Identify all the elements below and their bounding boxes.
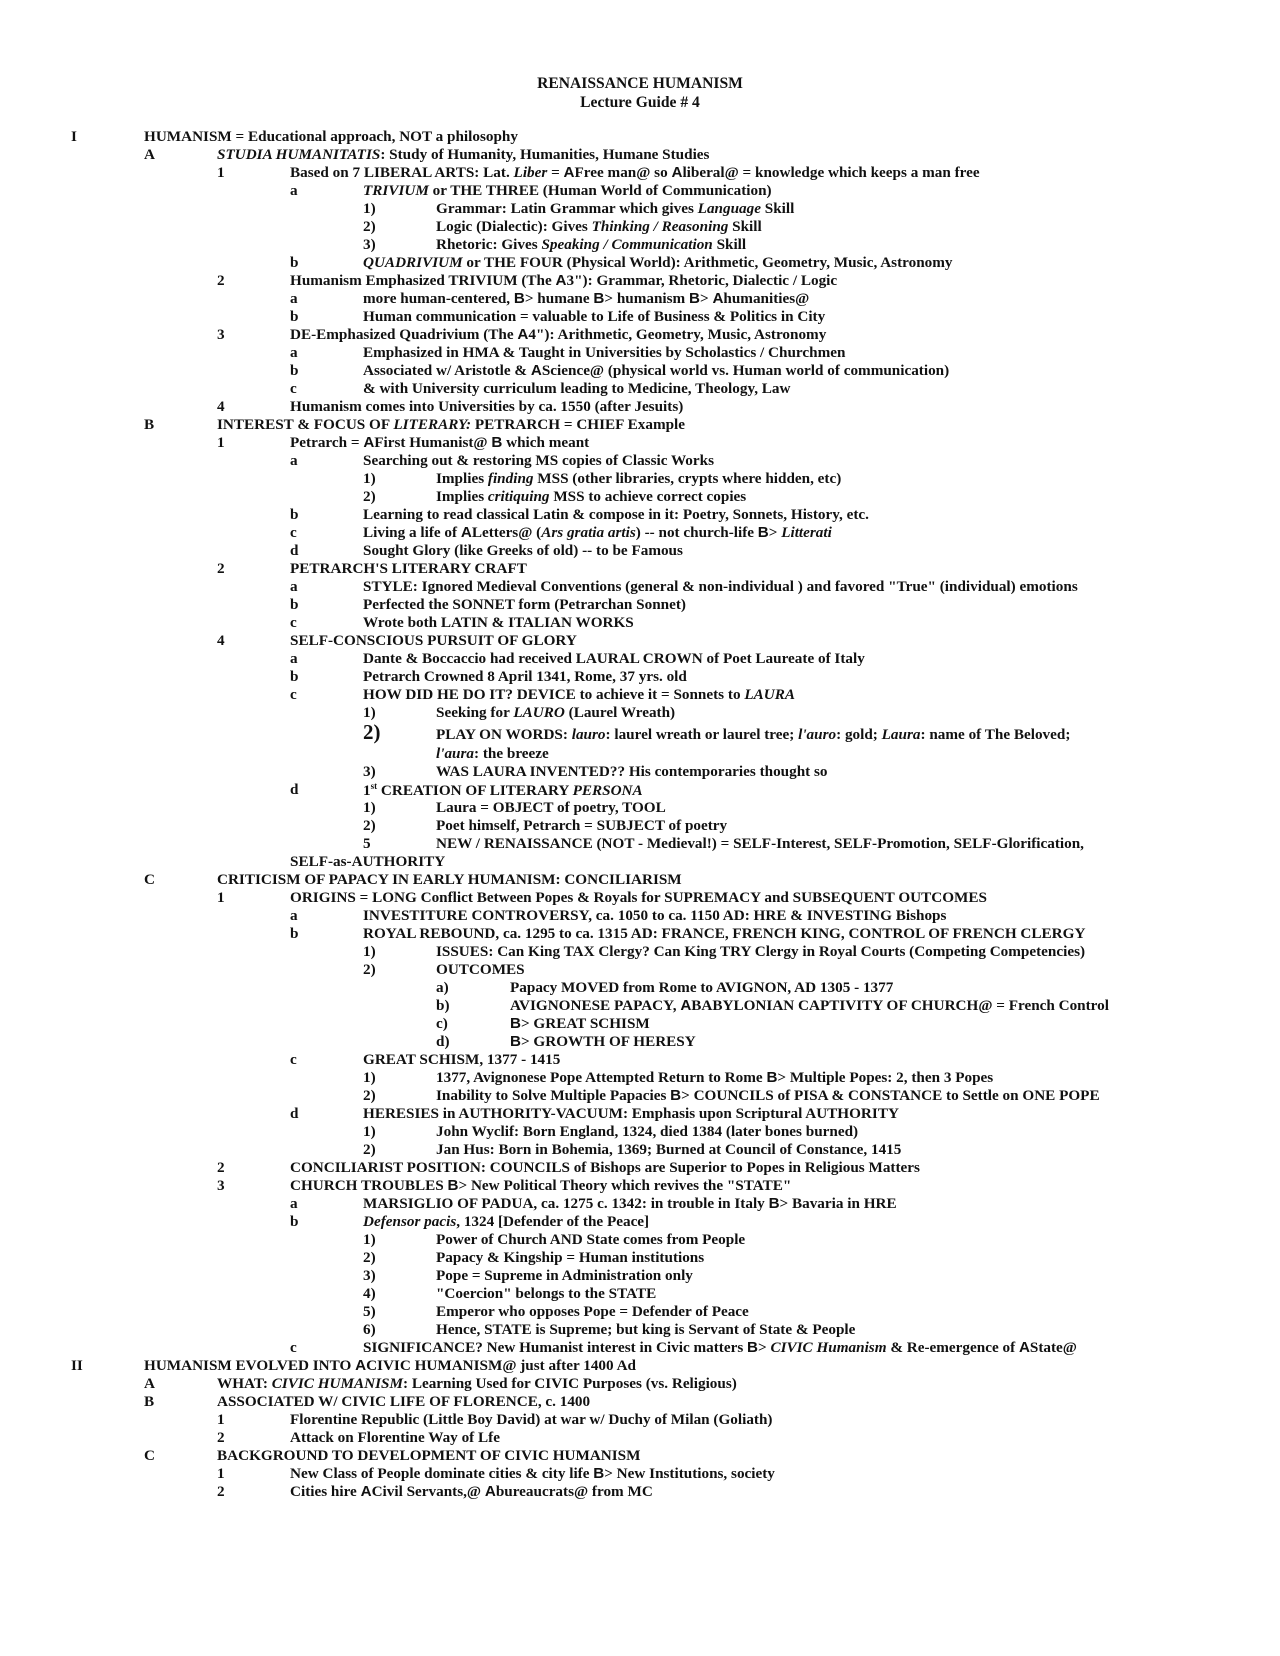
outline-line xyxy=(0,650,1280,669)
outline-marker: 4) xyxy=(363,1285,376,1302)
outline-line xyxy=(0,817,1280,836)
outline-marker: 1 xyxy=(217,1465,225,1482)
outline-text: Humanism comes into Universities by ca. 1550 (after Jesuits) xyxy=(290,398,684,415)
outline-line xyxy=(0,146,1280,165)
outline-marker: 1) xyxy=(363,704,376,721)
outline-marker: 1 xyxy=(217,889,225,906)
outline-marker: B xyxy=(144,416,155,433)
outline-line xyxy=(0,1375,1280,1394)
outline-line xyxy=(0,1015,1280,1034)
outline-line xyxy=(0,380,1280,399)
outline-marker: b xyxy=(290,668,299,685)
outline-marker: 3) xyxy=(363,1267,376,1284)
outline-marker: 2 xyxy=(217,1159,225,1176)
outline-text: WHAT: CIVIC HUMANISM: Learning Used for CIVIC Purposes (vs. Religious) xyxy=(217,1375,737,1392)
outline-marker: 5 xyxy=(363,835,371,852)
outline-line xyxy=(0,326,1280,345)
outline-text: TRIVIUM or THE THREE (Human World of Communication) xyxy=(363,182,772,199)
outline-line xyxy=(0,1051,1280,1070)
outline-marker: c xyxy=(290,1339,297,1356)
outline-line xyxy=(0,470,1280,489)
outline-text: Logic (Dialectic): Gives Thinking / Reasoning Skill xyxy=(436,218,762,235)
outline-marker: 1) xyxy=(363,470,376,487)
outline-line xyxy=(0,218,1280,237)
outline-text: INVESTITURE CONTROVERSY, ca. 1050 to ca. 1150 AD: HRE & INVESTING Bishops xyxy=(363,907,947,924)
outline-text: New Class of People dominate cities & city life B> New Institutions, society xyxy=(290,1465,775,1482)
outline-line xyxy=(0,1483,1280,1502)
outline-marker: 2) xyxy=(363,720,381,744)
outline-text: Humanism Emphasized TRIVIUM (The A3"): Grammar, Rhetoric, Dialectic / Logic xyxy=(290,272,838,289)
outline-line xyxy=(0,835,1280,854)
outline-marker: a xyxy=(290,182,298,199)
outline-marker: 1 xyxy=(217,1411,225,1428)
outline-text: Based on 7 LIBERAL ARTS: Lat. Liber = AFree man@ so Aliberal@ = knowledge which keeps a man free xyxy=(290,164,980,181)
outline-line xyxy=(0,925,1280,944)
outline-text: HOW DID HE DO IT? DEVICE to achieve it = Sonnets to LAURA xyxy=(363,686,795,703)
outline-line xyxy=(0,686,1280,705)
outline-text: Learning to read classical Latin & compose in it: Poetry, Sonnets, History, etc. xyxy=(363,506,869,523)
document-subtitle: Lecture Guide # 4 xyxy=(580,94,700,111)
outline-line xyxy=(0,1249,1280,1268)
outline-line xyxy=(0,254,1280,273)
outline-marker: 1) xyxy=(363,1069,376,1086)
outline-line xyxy=(0,344,1280,363)
outline-marker: C xyxy=(144,871,155,888)
outline-text: B> GREAT SCHISM xyxy=(510,1015,650,1032)
outline-text: PLAY ON WORDS: lauro: laurel wreath or laurel tree; l'auro: gold; Laura: name of The Beloved; xyxy=(436,726,1071,743)
outline-text: BACKGROUND TO DEVELOPMENT OF CIVIC HUMANISM xyxy=(217,1447,641,1464)
outline-text: Rhetoric: Gives Speaking / Communication Skill xyxy=(436,236,747,253)
outline-marker: 1) xyxy=(363,1231,376,1248)
outline-marker: d) xyxy=(436,1033,450,1050)
outline-marker: 3) xyxy=(363,236,376,253)
outline-text: Emperor who opposes Pope = Defender of Peace xyxy=(436,1303,749,1320)
outline-marker: b xyxy=(290,1213,299,1230)
outline-text: Cities hire ACivil Servants,@ Abureaucrats@ from MC xyxy=(290,1483,653,1500)
outline-marker: 3) xyxy=(363,763,376,780)
outline-line xyxy=(0,1267,1280,1286)
outline-line xyxy=(0,542,1280,561)
outline-marker: 2) xyxy=(363,1249,376,1266)
outline-marker: 2 xyxy=(217,560,225,577)
outline-marker: 1 xyxy=(217,434,225,451)
outline-line xyxy=(0,182,1280,201)
outline-text: Hence, STATE is Supreme; but king is Servant of State & People xyxy=(436,1321,856,1338)
outline-line xyxy=(0,416,1280,435)
outline-marker: II xyxy=(71,1357,83,1374)
outline-marker: 2) xyxy=(363,1141,376,1158)
outline-line xyxy=(0,1321,1280,1340)
outline-text: Living a life of ALetters@ (Ars gratia artis) -- not church-life B> Litterati xyxy=(363,524,832,541)
outline-line xyxy=(0,889,1280,908)
outline-line xyxy=(0,1177,1280,1196)
outline-text: Human communication = valuable to Life of Business & Politics in City xyxy=(363,308,826,325)
outline-marker: 1) xyxy=(363,200,376,217)
outline-marker: 2) xyxy=(363,218,376,235)
outline-line xyxy=(0,763,1280,782)
outline-text: & with University curriculum leading to Medicine, Theology, Law xyxy=(363,380,791,397)
outline-marker: b xyxy=(290,308,299,325)
outline-text: Petrarch Crowned 8 April 1341, Rome, 37 yrs. old xyxy=(363,668,687,685)
outline-text: STUDIA HUMANITATIS: Study of Humanity, Humanities, Humane Studies xyxy=(217,146,710,163)
outline-marker: 3 xyxy=(217,1177,225,1194)
outline-line xyxy=(0,236,1280,255)
outline-text: 1377, Avignonese Pope Attempted Return to Rome B> Multiple Popes: 2, then 3 Popes xyxy=(436,1069,994,1086)
outline-text: SIGNIFICANCE? New Humanist interest in Civic matters B> CIVIC Humanism & Re-emergence of AState@ xyxy=(363,1339,1077,1356)
outline-marker: 6) xyxy=(363,1321,376,1338)
outline-marker: 2) xyxy=(363,817,376,834)
outline-line xyxy=(0,979,1280,998)
outline-text: OUTCOMES xyxy=(436,961,525,978)
outline-line xyxy=(0,943,1280,962)
outline-marker: c xyxy=(290,614,297,631)
outline-text: Pope = Supreme in Administration only xyxy=(436,1267,693,1284)
outline-line xyxy=(0,704,1280,723)
outline-marker: a xyxy=(290,452,298,469)
outline-text: 1st CREATION OF LITERARY PERSONA xyxy=(363,781,643,800)
outline-marker: d xyxy=(290,542,299,559)
outline-line xyxy=(0,272,1280,291)
outline-line xyxy=(0,853,1280,872)
outline-marker: B xyxy=(144,1393,155,1410)
outline-marker: A xyxy=(144,1375,155,1392)
outline-line xyxy=(0,1339,1280,1358)
outline-marker: b xyxy=(290,925,299,942)
outline-text: Implies critiquing MSS to achieve correct copies xyxy=(436,488,747,505)
outline-marker: c xyxy=(290,686,297,703)
outline-text: Jan Hus: Born in Bohemia, 1369; Burned at Council of Constance, 1415 xyxy=(436,1141,902,1158)
outline-marker: d xyxy=(290,781,299,798)
outline-line xyxy=(0,1213,1280,1232)
outline-line xyxy=(0,1141,1280,1160)
outline-text: Florentine Republic (Little Boy David) at war w/ Duchy of Milan (Goliath) xyxy=(290,1411,773,1428)
outline-line xyxy=(0,1105,1280,1124)
outline-marker: 2 xyxy=(217,272,225,289)
outline-line xyxy=(0,506,1280,525)
outline-line xyxy=(0,1285,1280,1304)
outline-line xyxy=(0,1429,1280,1448)
outline-text: HUMANISM = Educational approach, NOT a philosophy xyxy=(144,128,518,145)
outline-text: Defensor pacis, 1324 [Defender of the Peace] xyxy=(363,1213,650,1230)
outline-marker: b) xyxy=(436,997,450,1014)
outline-text: GREAT SCHISM, 1377 - 1415 xyxy=(363,1051,561,1068)
outline-text: Seeking for LAURO (Laurel Wreath) xyxy=(436,704,676,721)
outline-marker: 4 xyxy=(217,632,225,649)
outline-line xyxy=(0,488,1280,507)
outline-line xyxy=(0,745,1280,764)
outline-marker: a xyxy=(290,578,298,595)
outline-text: NEW / RENAISSANCE (NOT - Medieval!) = SELF-Interest, SELF-Promotion, SELF-Glorification, xyxy=(436,835,1084,852)
outline-marker: b xyxy=(290,506,299,523)
outline-line xyxy=(0,434,1280,453)
outline-line xyxy=(0,1231,1280,1250)
outline-text: Perfected the SONNET form (Petrarchan Sonnet) xyxy=(363,596,686,613)
outline-line xyxy=(0,632,1280,651)
outline-text: MARSIGLIO OF PADUA, ca. 1275 c. 1342: in trouble in Italy B> Bavaria in HRE xyxy=(363,1195,897,1212)
outline-text: John Wyclif: Born England, 1324, died 1384 (later bones burned) xyxy=(436,1123,859,1140)
outline-line xyxy=(0,907,1280,926)
outline-line xyxy=(0,1447,1280,1466)
outline-text: Grammar: Latin Grammar which gives Language Skill xyxy=(436,200,795,217)
outline-text: Petrarch = AFirst Humanist@ B which meant xyxy=(290,434,590,451)
outline-text: SELF-as-AUTHORITY xyxy=(290,853,446,870)
outline-text: B> GROWTH OF HERESY xyxy=(510,1033,696,1050)
outline-line xyxy=(0,128,1280,147)
outline-line xyxy=(0,997,1280,1016)
outline-line xyxy=(0,720,1280,745)
outline-marker: c xyxy=(290,1051,297,1068)
outline-marker: C xyxy=(144,1447,155,1464)
outline-marker: a) xyxy=(436,979,449,996)
outline-text: QUADRIVIUM or THE FOUR (Physical World): Arithmetic, Geometry, Music, Astronomy xyxy=(363,254,953,271)
outline-marker: a xyxy=(290,1195,298,1212)
outline-text: STYLE: Ignored Medieval Conventions (general & non-individual ) and favored "True" (individual) emotions xyxy=(363,578,1078,595)
outline-line xyxy=(0,290,1280,309)
outline-line xyxy=(0,200,1280,219)
outline-line xyxy=(0,398,1280,417)
outline-line xyxy=(0,1357,1280,1376)
outline-line xyxy=(0,668,1280,687)
outline-marker: a xyxy=(290,907,298,924)
outline-line xyxy=(0,560,1280,579)
outline-text: ROYAL REBOUND, ca. 1295 to ca. 1315 AD: FRANCE, FRENCH KING, CONTROL OF FRENCH CLERGY xyxy=(363,925,1086,942)
outline-text: Emphasized in HMA & Taught in Universities by Scholastics / Churchmen xyxy=(363,344,846,361)
outline-marker: 1) xyxy=(363,799,376,816)
outline-marker: 2 xyxy=(217,1483,225,1500)
outline-line xyxy=(0,961,1280,980)
outline-line xyxy=(0,524,1280,543)
outline-marker: 5) xyxy=(363,1303,376,1320)
outline-line xyxy=(0,164,1280,183)
outline-text: l'aura: the breeze xyxy=(436,745,549,762)
outline-marker: 1) xyxy=(363,1123,376,1140)
outline-text: CONCILIARIST POSITION: COUNCILS of Bishops are Superior to Popes in Religious Matters xyxy=(290,1159,920,1176)
outline-text: WAS LAURA INVENTED?? His contemporaries thought so xyxy=(436,763,828,780)
outline-text: ISSUES: Can King TAX Clergy? Can King TRY Clergy in Royal Courts (Competing Competencies) xyxy=(436,943,1086,960)
outline-line xyxy=(0,1411,1280,1430)
outline-text: INTEREST & FOCUS OF LITERARY: PETRARCH = CHIEF Example xyxy=(217,416,686,433)
outline-line xyxy=(0,1195,1280,1214)
outline-line xyxy=(0,1033,1280,1052)
outline-text: Searching out & restoring MS copies of Classic Works xyxy=(363,452,715,469)
outline-marker: b xyxy=(290,254,299,271)
outline-marker: 2) xyxy=(363,1087,376,1104)
outline-text: HERESIES in AUTHORITY-VACUUM: Emphasis upon Scriptural AUTHORITY xyxy=(363,1105,899,1122)
outline-text: Poet himself, Petrarch = SUBJECT of poetry xyxy=(436,817,728,834)
outline-marker: a xyxy=(290,290,298,307)
outline-marker: A xyxy=(144,146,155,163)
outline-line xyxy=(0,799,1280,818)
outline-text: DE-Emphasized Quadrivium (The A4"): Arithmetic, Geometry, Music, Astronomy xyxy=(290,326,827,343)
outline-line xyxy=(0,578,1280,597)
outline-text: AVIGNONESE PAPACY, ABABYLONIAN CAPTIVITY OF CHURCH@ = French Control xyxy=(510,997,1109,1014)
outline-marker: c xyxy=(290,380,297,397)
outline-marker: d xyxy=(290,1105,299,1122)
outline-marker: c) xyxy=(436,1015,448,1032)
outline-line xyxy=(0,1465,1280,1484)
outline-marker: 2) xyxy=(363,488,376,505)
outline-marker: I xyxy=(71,128,77,145)
outline-marker: b xyxy=(290,596,299,613)
outline-text: PETRARCH'S LITERARY CRAFT xyxy=(290,560,527,577)
outline-line xyxy=(0,308,1280,327)
outline-marker: 2 xyxy=(217,1429,225,1446)
outline-text: CRITICISM OF PAPACY IN EARLY HUMANISM: CONCILIARISM xyxy=(217,871,682,888)
outline-marker: 4 xyxy=(217,398,225,415)
outline-marker: a xyxy=(290,650,298,667)
outline-text: more human-centered, B> humane B> humanism B> Ahumanities@ xyxy=(363,290,810,307)
outline-text: Dante & Boccaccio had received LAURAL CROWN of Poet Laureate of Italy xyxy=(363,650,865,667)
outline-text: Papacy MOVED from Rome to AVIGNON, AD 1305 - 1377 xyxy=(510,979,894,996)
outline-line xyxy=(0,1123,1280,1142)
outline-line xyxy=(0,596,1280,615)
outline-marker: b xyxy=(290,362,299,379)
outline-text: Associated w/ Aristotle & AScience@ (physical world vs. Human world of communication) xyxy=(363,362,950,379)
outline-line xyxy=(0,871,1280,890)
outline-line xyxy=(0,1069,1280,1088)
outline-text: Sought Glory (like Greeks of old) -- to be Famous xyxy=(363,542,683,559)
outline-marker: 1) xyxy=(363,943,376,960)
outline-text: ASSOCIATED W/ CIVIC LIFE OF FLORENCE, c. 1400 xyxy=(217,1393,591,1410)
outline-line xyxy=(0,614,1280,633)
outline-text: Attack on Florentine Way of Lfe xyxy=(290,1429,500,1446)
outline-text: CHURCH TROUBLES B> New Political Theory which revives the "STATE" xyxy=(290,1177,792,1194)
outline-marker: c xyxy=(290,524,297,541)
outline-line xyxy=(0,781,1280,800)
outline-text: Inability to Solve Multiple Papacies B> COUNCILS of PISA & CONSTANCE to Settle on ONE POPE xyxy=(436,1087,1100,1104)
outline-text: Wrote both LATIN & ITALIAN WORKS xyxy=(363,614,634,631)
outline-text: Implies finding MSS (other libraries, crypts where hidden, etc) xyxy=(436,470,842,487)
outline-text: SELF-CONSCIOUS PURSUIT OF GLORY xyxy=(290,632,577,649)
outline-line xyxy=(0,1087,1280,1106)
outline-marker: 3 xyxy=(217,326,225,343)
outline-text: HUMANISM EVOLVED INTO ACIVIC HUMANISM@ just after 1400 Ad xyxy=(144,1357,636,1374)
outline-text: Laura = OBJECT of poetry, TOOL xyxy=(436,799,666,816)
outline-line xyxy=(0,1303,1280,1322)
outline-marker: 1 xyxy=(217,164,225,181)
outline-marker: a xyxy=(290,344,298,361)
outline-text: Power of Church AND State comes from People xyxy=(436,1231,746,1248)
outline-marker: 2) xyxy=(363,961,376,978)
outline-text: Papacy & Kingship = Human institutions xyxy=(436,1249,705,1266)
document-title: RENAISSANCE HUMANISM xyxy=(537,75,743,92)
outline-line xyxy=(0,362,1280,381)
outline-line xyxy=(0,1159,1280,1178)
outline-text: ORIGINS = LONG Conflict Between Popes & Royals for SUPREMACY and SUBSEQUENT OUTCOMES xyxy=(290,889,987,906)
outline-text: "Coercion" belongs to the STATE xyxy=(436,1285,657,1302)
outline-line xyxy=(0,452,1280,471)
outline-line xyxy=(0,1393,1280,1412)
